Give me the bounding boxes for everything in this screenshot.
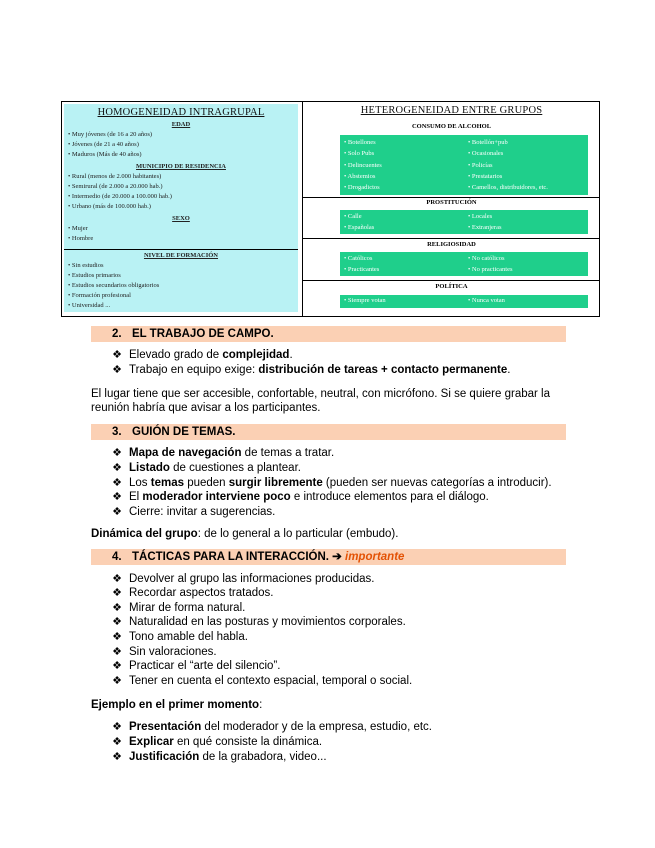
- list-item: [112, 505, 275, 519]
- bold-text: Listado: [129, 462, 170, 474]
- diamond-bullet-icon: ❖: [112, 573, 122, 585]
- list-item: • Católicos: [344, 253, 464, 264]
- section-heading-education: NIVEL DE FORMACIÓN: [64, 249, 298, 259]
- text: Trabajo en equipo exige:: [129, 364, 259, 376]
- list-item: [112, 586, 273, 600]
- diamond-bullet-icon: ❖: [112, 447, 122, 459]
- text: Devolver al grupo las informaciones producidas.: [129, 573, 375, 585]
- text: Recordar aspectos tratados.: [129, 587, 274, 599]
- example-heading: [91, 698, 569, 712]
- text: :: [259, 699, 263, 711]
- divider: [303, 280, 600, 281]
- list-item: • No practicantes: [468, 264, 588, 275]
- list-item: • Botellones: [344, 137, 464, 148]
- section-heading-residence: MUNICIPIO DE RESIDENCIA: [136, 163, 226, 170]
- group-column-right: [464, 211, 588, 234]
- group-column-left: [340, 253, 464, 276]
- heterogeneity-panel: [302, 102, 600, 316]
- bold-text: distribución de tareas + contacto permanente: [258, 364, 508, 376]
- text: Cierre: invitar a sugerencias.: [129, 506, 276, 518]
- group-box-alcohol: [340, 135, 588, 195]
- list-item: [112, 490, 489, 504]
- text: de la grabadora, video...: [199, 751, 327, 763]
- list-item: • Rural (menos de 2.000 habitantes): [68, 172, 298, 182]
- list-item: • Muy jóvenes (de 16 a 20 años): [68, 130, 298, 140]
- group-column-left: [340, 137, 464, 195]
- list-item: • Formación profesional: [68, 291, 298, 301]
- section-heading-tactics: [91, 549, 566, 565]
- group-box-religion: [340, 252, 588, 276]
- list-item: • Españolas: [344, 222, 464, 233]
- divider: [303, 238, 600, 239]
- group-column-right: [464, 137, 588, 195]
- group-column-left: [340, 211, 464, 234]
- list-item: [112, 363, 510, 377]
- list-item: [112, 461, 301, 475]
- text: Los: [129, 477, 151, 489]
- diamond-bullet-icon: ❖: [112, 660, 122, 672]
- list-item: [112, 601, 245, 615]
- list-item: • Extranjeras: [468, 222, 588, 233]
- list-item: [112, 720, 432, 734]
- diamond-bullet-icon: ❖: [112, 491, 122, 503]
- list-item: • Universidad ...: [68, 301, 298, 311]
- list-item: [112, 348, 293, 362]
- diamond-bullet-icon: ❖: [112, 751, 122, 763]
- section-title: [132, 549, 404, 565]
- section-heading-age: EDAD: [171, 121, 191, 128]
- list-item: • Intermedio (de 20.000 a 100.000 hab.): [68, 192, 298, 202]
- venue-paragraph: El lugar tiene que ser accesible, confortable, neutral, con micrófono. Si se quiere grabar la reunión habría que avisar a los participantes.: [91, 388, 550, 414]
- group-column-right: [464, 295, 588, 308]
- list-item: • Locales: [468, 211, 588, 222]
- list-item: • Urbano (más de 100.000 hab.): [68, 202, 298, 212]
- list-item: • Policías: [468, 160, 588, 171]
- list-item: • Nunca votan: [468, 295, 588, 306]
- text: .: [507, 364, 511, 376]
- section-title: GUIÓN DE TEMAS.: [132, 426, 236, 438]
- education-list: [68, 261, 298, 311]
- group-heading-religion: RELIGIOSIDAD: [427, 241, 476, 248]
- diamond-bullet-icon: ❖: [112, 736, 122, 748]
- list-item: • Jóvenes (de 21 a 40 años): [68, 140, 298, 150]
- diamond-bullet-icon: ❖: [112, 349, 122, 361]
- section-title: EL TRABAJO DE CAMPO.: [132, 328, 274, 340]
- list-item: • Hombre: [68, 234, 298, 244]
- section-number: 3.: [112, 426, 122, 438]
- text: de temas a tratar.: [241, 447, 335, 459]
- section-number: 2.: [112, 328, 122, 340]
- text: Sin valoraciones.: [129, 646, 217, 658]
- bold-text: Justificación: [129, 751, 200, 763]
- text: en qué consiste la dinámica.: [173, 736, 323, 748]
- group-box-politics: [340, 295, 588, 308]
- diamond-bullet-icon: ❖: [112, 364, 122, 376]
- grouping-diagram: [61, 101, 600, 317]
- list-item: [112, 476, 552, 490]
- diamond-bullet-icon: ❖: [112, 602, 122, 614]
- group-heading-alcohol: CONSUMO DE ALCOHOL: [411, 123, 492, 130]
- residence-list: [68, 172, 298, 212]
- bold-text: surgir libremente: [228, 477, 323, 489]
- list-item: • Delincuentes: [344, 160, 464, 171]
- section-number: 4.: [112, 551, 122, 563]
- list-item: • Drogadictos: [344, 182, 464, 193]
- group-column-right: [464, 253, 588, 276]
- section-heading-topics: [91, 424, 566, 440]
- list-item: [112, 572, 374, 586]
- list-item: [112, 615, 406, 629]
- diamond-bullet-icon: ❖: [112, 721, 122, 733]
- text: pueden: [184, 477, 229, 489]
- text: El: [129, 491, 143, 503]
- list-item: [112, 735, 322, 749]
- bold-text: Dinámica del grupo: [91, 528, 198, 540]
- bold-text: complejidad: [222, 349, 290, 361]
- diamond-bullet-icon: ❖: [112, 646, 122, 658]
- diamond-bullet-icon: ❖: [112, 477, 122, 489]
- homogeneity-title: HOMOGENEIDAD INTRAGRUPAL: [97, 107, 265, 118]
- diamond-bullet-icon: ❖: [112, 631, 122, 643]
- list-item: [112, 630, 248, 644]
- text: del moderador y de la empresa, estudio, etc.: [201, 721, 432, 733]
- list-item: • Maduros (Más de 40 años): [68, 150, 298, 160]
- bold-text: moderador interviene poco: [142, 491, 291, 503]
- text: : de lo general a lo particular (embudo).: [197, 528, 399, 540]
- list-item: • Siempre votan: [344, 295, 464, 306]
- diamond-bullet-icon: ❖: [112, 587, 122, 599]
- diamond-bullet-icon: ❖: [112, 675, 122, 687]
- bold-text: Ejemplo en el primer momento: [91, 699, 260, 711]
- list-item: • Camellos, distribuidores, etc.: [468, 182, 588, 193]
- list-item: • Abstemios: [344, 171, 464, 182]
- list-item: • No católicos: [468, 253, 588, 264]
- important-label: importante: [345, 551, 405, 563]
- text: de cuestiones a plantear.: [169, 462, 301, 474]
- heterogeneity-title: HETEROGENEIDAD ENTRE GRUPOS: [360, 105, 543, 116]
- text: Practicar el “arte del silencio”.: [129, 660, 281, 672]
- diamond-bullet-icon: ❖: [112, 616, 122, 628]
- age-list: [68, 130, 298, 160]
- diamond-bullet-icon: ❖: [112, 462, 122, 474]
- list-item: • Estudios secundarios obligatorios: [68, 281, 298, 291]
- group-box-prostitution: [340, 210, 588, 234]
- list-item: [112, 645, 217, 659]
- list-item: • Botellón+pub: [468, 137, 588, 148]
- list-item: [112, 750, 327, 764]
- bold-text: Presentación: [129, 721, 202, 733]
- homogeneity-panel: [64, 104, 298, 312]
- text: .: [289, 349, 293, 361]
- list-item: • Semirural (de 2.000 a 20.000 hab.): [68, 182, 298, 192]
- list-item: • Calle: [344, 211, 464, 222]
- group-dynamic-line: [91, 527, 569, 541]
- text: Mirar de forma natural.: [129, 602, 246, 614]
- list-item: [112, 674, 412, 688]
- sex-list: [68, 224, 298, 244]
- divider: [303, 197, 600, 198]
- list-item: • Sin estudios: [68, 261, 298, 271]
- text: Tener en cuenta el contexto espacial, temporal o social.: [129, 675, 413, 687]
- bold-text: Mapa de navegación: [129, 447, 242, 459]
- text: (pueden ser nuevas categorías a introducir).: [322, 477, 552, 489]
- text: TÁCTICAS PARA LA INTERACCIÓN. ➔: [132, 551, 346, 563]
- list-item: • Estudios primarios: [68, 271, 298, 281]
- list-item: • Prestatarios: [468, 171, 588, 182]
- list-item: [112, 446, 334, 460]
- text: Naturalidad en las posturas y movimientos corporales.: [129, 616, 406, 628]
- section-heading-fieldwork: [91, 326, 566, 342]
- group-heading-prostitution: PROSTITUCIÓN: [426, 199, 477, 206]
- list-item: • Mujer: [68, 224, 298, 234]
- text: Tono amable del habla.: [129, 631, 248, 643]
- section-heading-sex: SEXO: [172, 215, 190, 222]
- group-heading-politics: POLÍTICA: [435, 283, 468, 290]
- list-item: [112, 659, 280, 673]
- list-item: • Practicantes: [344, 264, 464, 275]
- text: e introduce elementos para el diálogo.: [290, 491, 489, 503]
- text: Elevado grado de: [129, 349, 223, 361]
- group-column-left: [340, 295, 464, 308]
- list-item: • Solo Pubs: [344, 148, 464, 159]
- bold-text: temas: [150, 477, 184, 489]
- diamond-bullet-icon: ❖: [112, 506, 122, 518]
- bold-text: Explicar: [129, 736, 174, 748]
- list-item: • Ocasionales: [468, 148, 588, 159]
